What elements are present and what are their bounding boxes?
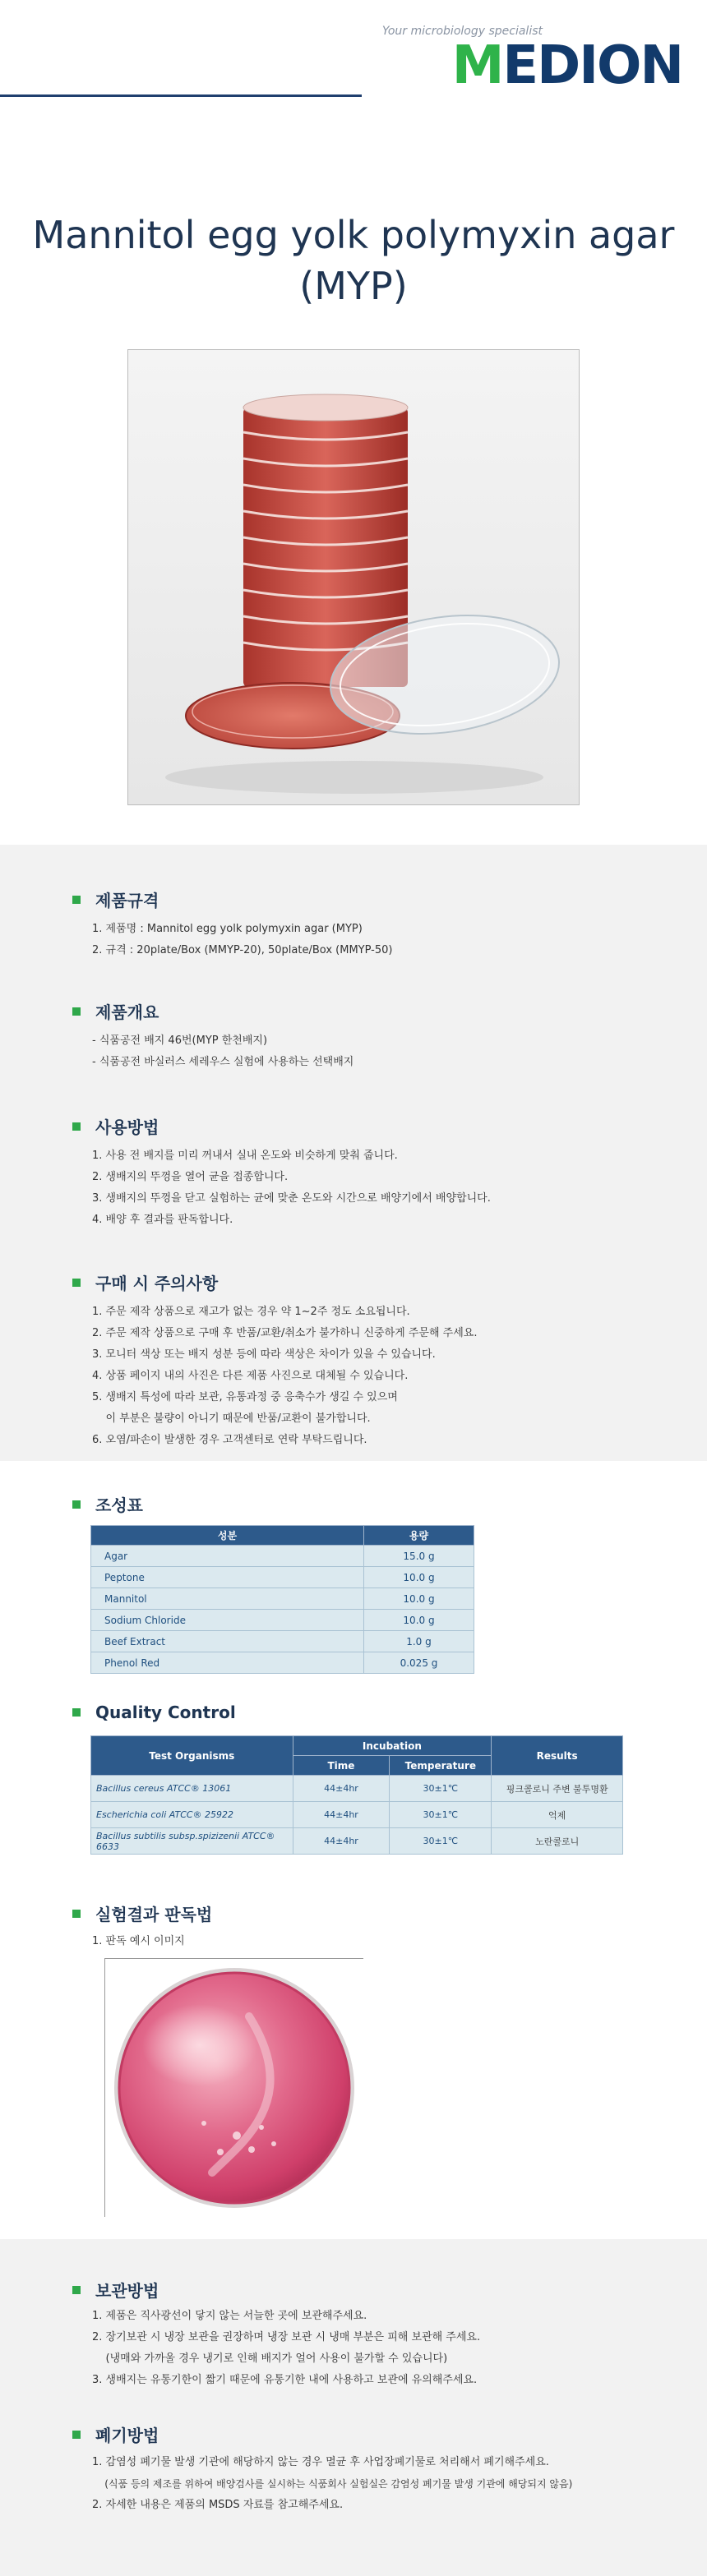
ingredient-cell: Phenol Red xyxy=(91,1652,364,1674)
section-title-composition xyxy=(72,1492,143,1516)
section-title-usage xyxy=(72,1114,159,1138)
spec-line: 1. 제품명 : Mannitol egg yolk polymyxin agar (MYP) xyxy=(92,923,363,935)
storage-line: 1. 제품은 직사광선이 닿지 않는 서늘한 곳에 보관해주세요. xyxy=(92,2310,367,2322)
section-bullet-icon xyxy=(72,1122,81,1131)
column-header: 성분 xyxy=(91,1526,364,1546)
storage-line: 2. 장기보관 시 냉장 보관을 권장하며 냉장 보관 시 냉매 부분은 피해 보관해 주세요. xyxy=(92,2331,481,2343)
table-row xyxy=(91,1828,623,1855)
amount-cell: 10.0 g xyxy=(364,1610,474,1631)
result-lines xyxy=(92,1931,185,1952)
column-header: Time xyxy=(293,1756,390,1776)
logo-text: EDION xyxy=(502,35,682,96)
logo-m: M xyxy=(451,35,503,96)
composition-table xyxy=(90,1525,474,1674)
section-title-qc xyxy=(72,1703,236,1722)
section-title-text: 보관방법 xyxy=(95,2281,159,2301)
header-divider xyxy=(0,94,362,97)
ingredient-cell: Sodium Chloride xyxy=(91,1610,364,1631)
disposal-lines xyxy=(92,2452,572,2516)
section-title-caution xyxy=(72,1270,218,1294)
section-bullet-icon xyxy=(72,1279,81,1287)
spec-lines xyxy=(92,919,392,961)
medion-logo[interactable] xyxy=(451,35,682,96)
agar-plate-result-image xyxy=(105,1959,364,2218)
organism-cell: Escherichia coli ATCC® 25922 xyxy=(91,1802,293,1828)
usage-line: 4. 배양 후 결과를 판독합니다. xyxy=(92,1214,233,1226)
section-title-overview xyxy=(72,999,159,1023)
petri-dish-stack-image xyxy=(128,350,580,805)
caution-lines xyxy=(92,1302,477,1451)
spec-line: 2. 규격 : 20plate/Box (MMYP-20), 50plate/Box (MMYP-50) xyxy=(92,944,393,956)
column-header: 용량 xyxy=(364,1526,474,1546)
caution-line: 5. 생배지 특성에 따라 보관, 유통과정 중 응축수가 생길 수 있으며 xyxy=(92,1391,398,1403)
disposal-line: 2. 자세한 내용은 제품의 MSDS 자료를 참고해주세요. xyxy=(92,2499,344,2511)
time-cell: 44±4hr xyxy=(293,1828,390,1855)
table-row xyxy=(91,1652,474,1674)
amount-cell: 10.0 g xyxy=(364,1567,474,1588)
organism-cell: Bacillus subtilis subsp.spizizenii ATCC® 6633 xyxy=(91,1828,293,1855)
section-bullet-icon xyxy=(72,2286,81,2294)
caution-line: 4. 상품 페이지 내의 사진은 다른 제품 사진으로 대체될 수 있습니다. xyxy=(92,1370,409,1382)
column-header: Test Organisms xyxy=(91,1736,293,1776)
section-title-spec xyxy=(72,887,159,911)
section-bullet-icon xyxy=(72,896,81,904)
time-cell: 44±4hr xyxy=(293,1776,390,1802)
section-title-storage xyxy=(72,2278,159,2302)
ingredient-cell: Mannitol xyxy=(91,1588,364,1610)
storage-line: 3. 생배지는 유통기한이 짧기 때문에 유통기한 내에 사용하고 보관에 유의해주세요. xyxy=(92,2374,478,2386)
section-title-text: 제품규격 xyxy=(95,891,159,910)
disposal-line: (식품 등의 제조를 위하여 배양검사를 실시하는 식품회사 실험실은 감염성 폐기물 발생 기관에 해당되지 않음) xyxy=(92,2478,573,2490)
section-title-text: 제품개요 xyxy=(95,1002,159,1022)
section-bullet-icon xyxy=(72,1910,81,1918)
column-header: Temperature xyxy=(390,1756,492,1776)
table-row xyxy=(91,1776,623,1802)
column-header: Results xyxy=(492,1736,623,1776)
section-title-text: 실험결과 판독법 xyxy=(95,1905,213,1924)
section-title-text: 사용방법 xyxy=(95,1117,159,1137)
section-bullet-icon xyxy=(72,1708,81,1717)
storage-lines xyxy=(92,2306,480,2391)
table-row xyxy=(91,1610,474,1631)
result-cell: 핑크콜로니 주변 불투명환 xyxy=(492,1776,623,1802)
amount-cell: 15.0 g xyxy=(364,1546,474,1567)
section-title-text: 폐기방법 xyxy=(95,2426,159,2445)
time-cell: 44±4hr xyxy=(293,1802,390,1828)
section-bullet-icon xyxy=(72,2431,81,2439)
section-title-text: Quality Control xyxy=(95,1703,236,1722)
title-line-1: Mannitol egg yolk polymyxin agar xyxy=(32,213,675,257)
page-title xyxy=(0,210,707,311)
overview-line: - 식품공전 바실러스 세레우스 실험에 사용하는 선택배지 xyxy=(92,1056,354,1068)
usage-line: 2. 생배지의 뚜껑을 열어 균을 접종합니다. xyxy=(92,1171,289,1183)
ingredient-cell: Beef Extract xyxy=(91,1631,364,1652)
quality-control-table xyxy=(90,1735,623,1855)
usage-line: 1. 사용 전 배지를 미리 꺼내서 실내 온도와 비슷하게 맞춰 줍니다. xyxy=(92,1150,398,1162)
table-row xyxy=(91,1567,474,1588)
product-photo xyxy=(127,349,580,805)
overview-lines xyxy=(92,1030,354,1073)
temperature-cell: 30±1℃ xyxy=(390,1776,492,1802)
amount-cell: 0.025 g xyxy=(364,1652,474,1674)
header xyxy=(0,0,707,115)
section-bullet-icon xyxy=(72,1500,81,1509)
table-row xyxy=(91,1631,474,1652)
section-title-text: 조성표 xyxy=(95,1495,143,1515)
amount-cell: 1.0 g xyxy=(364,1631,474,1652)
result-example-image xyxy=(104,1958,363,2217)
table-row xyxy=(91,1802,623,1828)
table-row xyxy=(91,1546,474,1567)
storage-line: (냉매와 가까울 경우 냉기로 인해 배지가 얼어 사용이 불가할 수 있습니다) xyxy=(92,2353,448,2365)
ingredient-cell: Agar xyxy=(91,1546,364,1567)
caution-line: 2. 주문 제작 상품으로 구매 후 반품/교환/취소가 불가하니 신중하게 주문해 주세요. xyxy=(92,1327,478,1339)
result-line: 1. 판독 예시 이미지 xyxy=(92,1935,185,1947)
organism-cell: Bacillus cereus ATCC® 13061 xyxy=(91,1776,293,1802)
result-cell: 노란콜로니 xyxy=(492,1828,623,1855)
result-cell: 억제 xyxy=(492,1802,623,1828)
table-row xyxy=(91,1588,474,1610)
caution-line: 이 부분은 불량이 아니기 때문에 반품/교환이 불가합니다. xyxy=(92,1412,371,1425)
caution-line: 3. 모니터 색상 또는 배지 성분 등에 따라 색상은 차이가 있을 수 있습니다. xyxy=(92,1348,436,1361)
caution-line: 6. 오염/파손이 발생한 경우 고객센터로 연락 부탁드립니다. xyxy=(92,1434,367,1446)
section-title-result xyxy=(72,1901,212,1925)
amount-cell: 10.0 g xyxy=(364,1588,474,1610)
ingredient-cell: Peptone xyxy=(91,1567,364,1588)
title-line-2: (MYP) xyxy=(299,264,408,308)
caution-line: 1. 주문 제작 상품으로 재고가 없는 경우 약 1~2주 정도 소요됩니다. xyxy=(92,1306,410,1318)
section-title-text: 구매 시 주의사항 xyxy=(95,1274,219,1293)
disposal-line: 1. 감염성 폐기물 발생 기관에 해당하지 않는 경우 멸균 후 사업장폐기물로 처리해서 폐기해주세요. xyxy=(92,2456,549,2468)
column-header: Incubation xyxy=(293,1736,492,1756)
section-bullet-icon xyxy=(72,1007,81,1016)
section-title-disposal xyxy=(72,2422,159,2446)
temperature-cell: 30±1℃ xyxy=(390,1802,492,1828)
usage-lines xyxy=(92,1145,491,1231)
tagline: Your microbiology specialist xyxy=(381,25,543,38)
overview-line: - 식품공전 배지 46번(MYP 한천배지) xyxy=(92,1035,268,1047)
usage-line: 3. 생배지의 뚜껑을 닫고 실험하는 균에 맞춘 온도와 시간으로 배양기에서 배양합니다. xyxy=(92,1192,491,1205)
temperature-cell: 30±1℃ xyxy=(390,1828,492,1855)
